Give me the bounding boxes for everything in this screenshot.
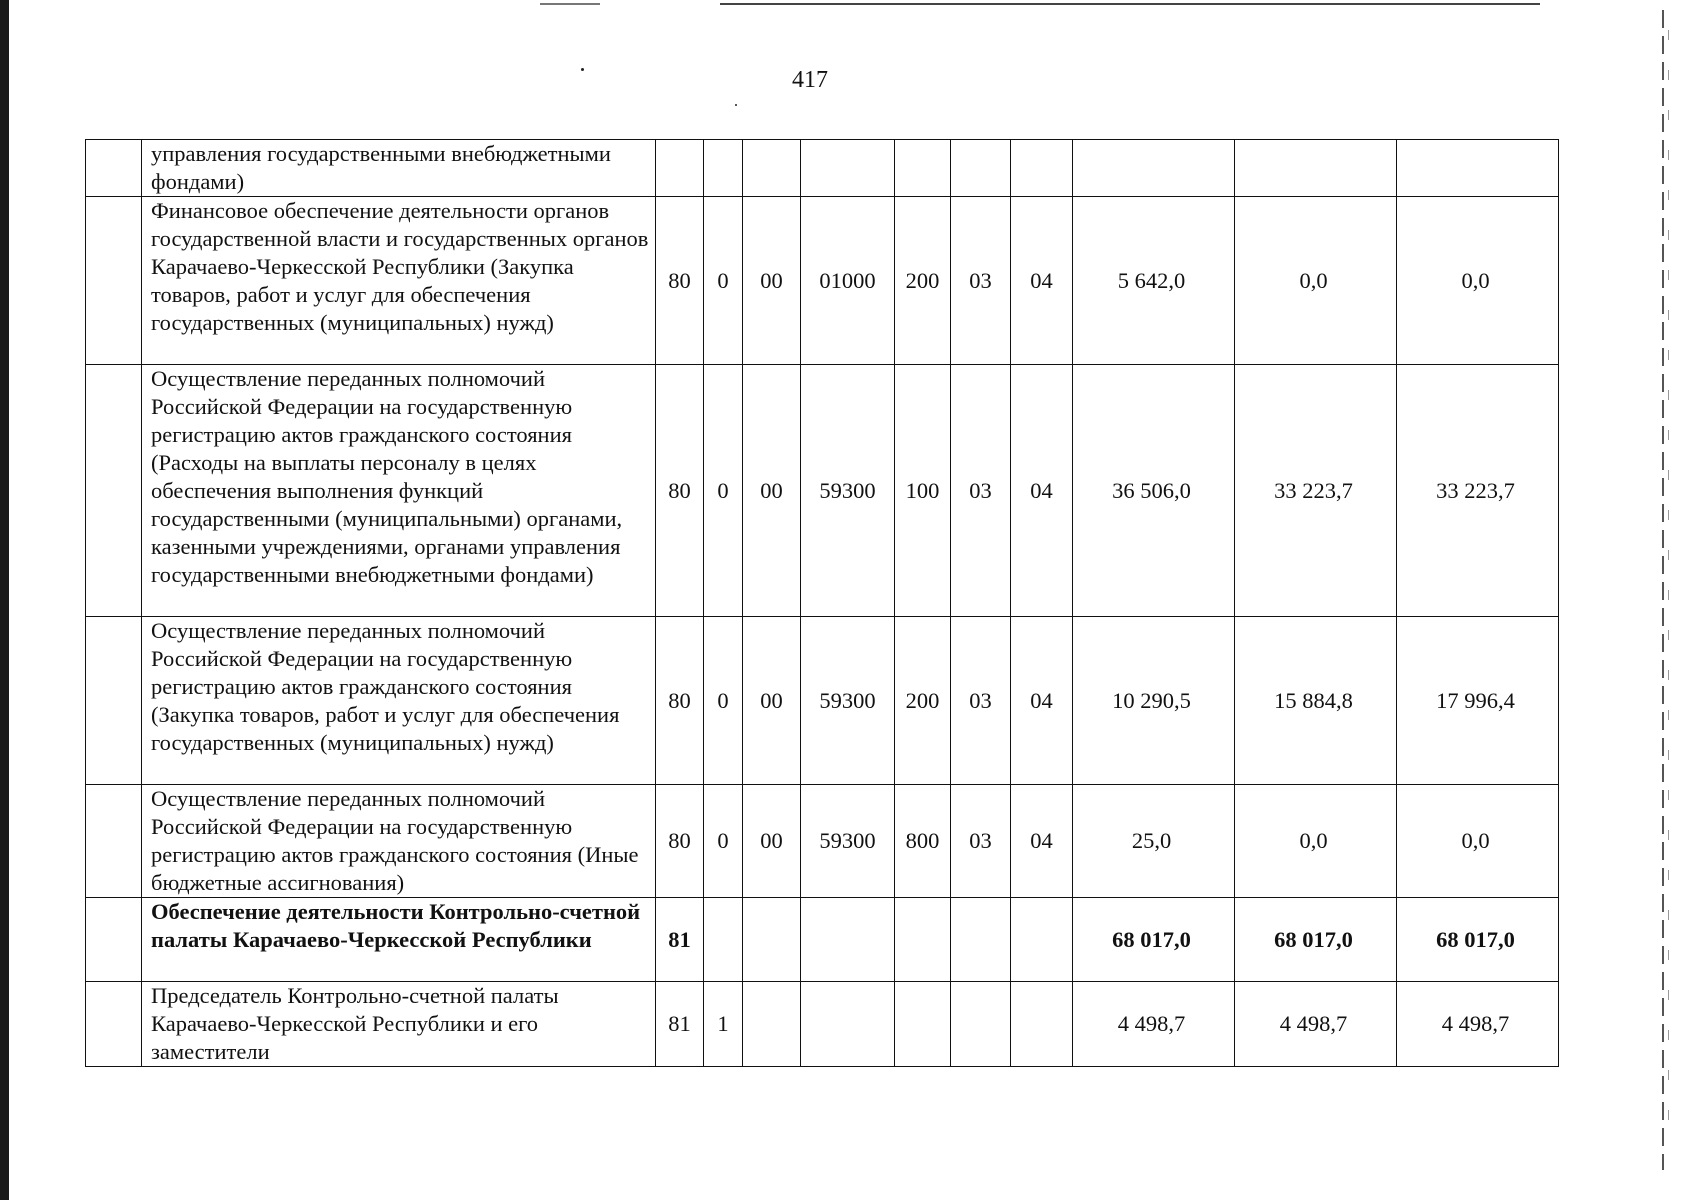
description-cell: Осуществление переданных полномочий Российской Федерации на государственную регистрацию актов гражданского состояния (Расходы на выплаты персоналу в целях обеспечения выполнения функций государственными (муниципальными) органами, казенными учреждениями, органами управления государственными внебюджетными фондами) — [142, 365, 656, 617]
scan-border-left — [0, 0, 9, 1200]
code-cell: 80 — [656, 785, 704, 898]
row-index-cell — [86, 617, 142, 785]
code-cell: 0 — [704, 785, 743, 898]
code-cell — [656, 140, 704, 197]
code-cell: 04 — [1011, 365, 1073, 617]
amount-cell: 4 498,7 — [1073, 982, 1235, 1067]
row-index-cell — [86, 982, 142, 1067]
code-cell: 0 — [704, 365, 743, 617]
description-cell: Осуществление переданных полномочий Российской Федерации на государственную регистрацию актов гражданского состояния (Закупка товаров, работ и услуг для обеспечения государственных (муниципальных) нужд) — [142, 617, 656, 785]
code-cell: 59300 — [801, 365, 895, 617]
code-cell — [801, 982, 895, 1067]
code-cell: 01000 — [801, 197, 895, 365]
code-cell — [801, 140, 895, 197]
table-row — [86, 617, 1559, 785]
code-cell: 100 — [895, 365, 951, 617]
code-cell — [704, 898, 743, 982]
description-cell: Осуществление переданных полномочий Российской Федерации на государственную регистрацию актов гражданского состояния (Иные бюджетные ассигнования) — [142, 785, 656, 898]
code-cell — [743, 140, 801, 197]
amount-cell: 68 017,0 — [1235, 898, 1397, 982]
code-cell: 81 — [656, 982, 704, 1067]
code-cell — [951, 898, 1011, 982]
amount-cell — [1073, 140, 1235, 197]
code-cell — [895, 982, 951, 1067]
amount-cell: 0,0 — [1235, 197, 1397, 365]
code-cell: 03 — [951, 365, 1011, 617]
amount-cell: 0,0 — [1235, 785, 1397, 898]
row-index-cell — [86, 365, 142, 617]
code-cell: 1 — [704, 982, 743, 1067]
amount-cell: 0,0 — [1397, 785, 1559, 898]
amount-cell — [1235, 140, 1397, 197]
code-cell — [951, 982, 1011, 1067]
amount-cell: 68 017,0 — [1073, 898, 1235, 982]
code-cell: 04 — [1011, 197, 1073, 365]
code-cell: 00 — [743, 617, 801, 785]
amount-cell: 15 884,8 — [1235, 617, 1397, 785]
code-cell: 00 — [743, 197, 801, 365]
code-cell — [1011, 898, 1073, 982]
description-cell: управления государственными внебюджетными фондами) — [142, 140, 656, 197]
code-cell: 00 — [743, 365, 801, 617]
code-cell: 03 — [951, 617, 1011, 785]
code-cell — [704, 140, 743, 197]
code-cell — [743, 898, 801, 982]
table-row — [86, 982, 1559, 1067]
code-cell: 04 — [1011, 617, 1073, 785]
description-cell: Председатель Контрольно-счетной палаты Карачаево-Черкесской Республики и его заместители — [142, 982, 656, 1067]
amount-cell: 10 290,5 — [1073, 617, 1235, 785]
amount-cell: 33 223,7 — [1397, 365, 1559, 617]
code-cell: 80 — [656, 197, 704, 365]
amount-cell: 17 996,4 — [1397, 617, 1559, 785]
code-cell — [951, 140, 1011, 197]
code-cell: 03 — [951, 197, 1011, 365]
code-cell: 04 — [1011, 785, 1073, 898]
amount-cell: 0,0 — [1397, 197, 1559, 365]
code-cell: 03 — [951, 785, 1011, 898]
code-cell — [895, 898, 951, 982]
description-cell: Финансовое обеспечение деятельности органов государственной власти и государственных органов Карачаево-Черкесской Республики (Закупка товаров, работ и услуг для обеспечения государственных (муниципальных) нужд) — [142, 197, 656, 365]
amount-cell: 25,0 — [1073, 785, 1235, 898]
budget-table — [85, 139, 1559, 1067]
amount-cell: 5 642,0 — [1073, 197, 1235, 365]
amount-cell: 4 498,7 — [1397, 982, 1559, 1067]
amount-cell — [1397, 140, 1559, 197]
code-cell: 200 — [895, 197, 951, 365]
code-cell: 800 — [895, 785, 951, 898]
table-row — [86, 197, 1559, 365]
scan-border-right-faint — [1668, 30, 1669, 1130]
amount-cell: 4 498,7 — [1235, 982, 1397, 1067]
row-index-cell — [86, 898, 142, 982]
table-row — [86, 365, 1559, 617]
table-row — [86, 898, 1559, 982]
code-cell — [895, 140, 951, 197]
code-cell: 0 — [704, 197, 743, 365]
page-number: 417 — [792, 67, 828, 93]
row-index-cell — [86, 197, 142, 365]
description-cell: Обеспечение деятельности Контрольно-счетной палаты Карачаево-Черкесской Республики — [142, 898, 656, 982]
table-row — [86, 785, 1559, 898]
code-cell — [1011, 140, 1073, 197]
code-cell: 00 — [743, 785, 801, 898]
scan-border-right — [1662, 10, 1664, 1170]
amount-cell: 68 017,0 — [1397, 898, 1559, 982]
code-cell — [1011, 982, 1073, 1067]
code-cell — [743, 982, 801, 1067]
code-cell: 59300 — [801, 617, 895, 785]
code-cell: 80 — [656, 365, 704, 617]
scan-speck — [581, 68, 584, 71]
code-cell: 200 — [895, 617, 951, 785]
table-row — [86, 140, 1559, 197]
row-index-cell — [86, 140, 142, 197]
code-cell: 80 — [656, 617, 704, 785]
code-cell: 59300 — [801, 785, 895, 898]
code-cell: 0 — [704, 617, 743, 785]
code-cell — [801, 898, 895, 982]
row-index-cell — [86, 785, 142, 898]
amount-cell: 36 506,0 — [1073, 365, 1235, 617]
scan-speck — [735, 104, 737, 106]
scan-border-top — [540, 3, 1540, 5]
amount-cell: 33 223,7 — [1235, 365, 1397, 617]
code-cell: 81 — [656, 898, 704, 982]
